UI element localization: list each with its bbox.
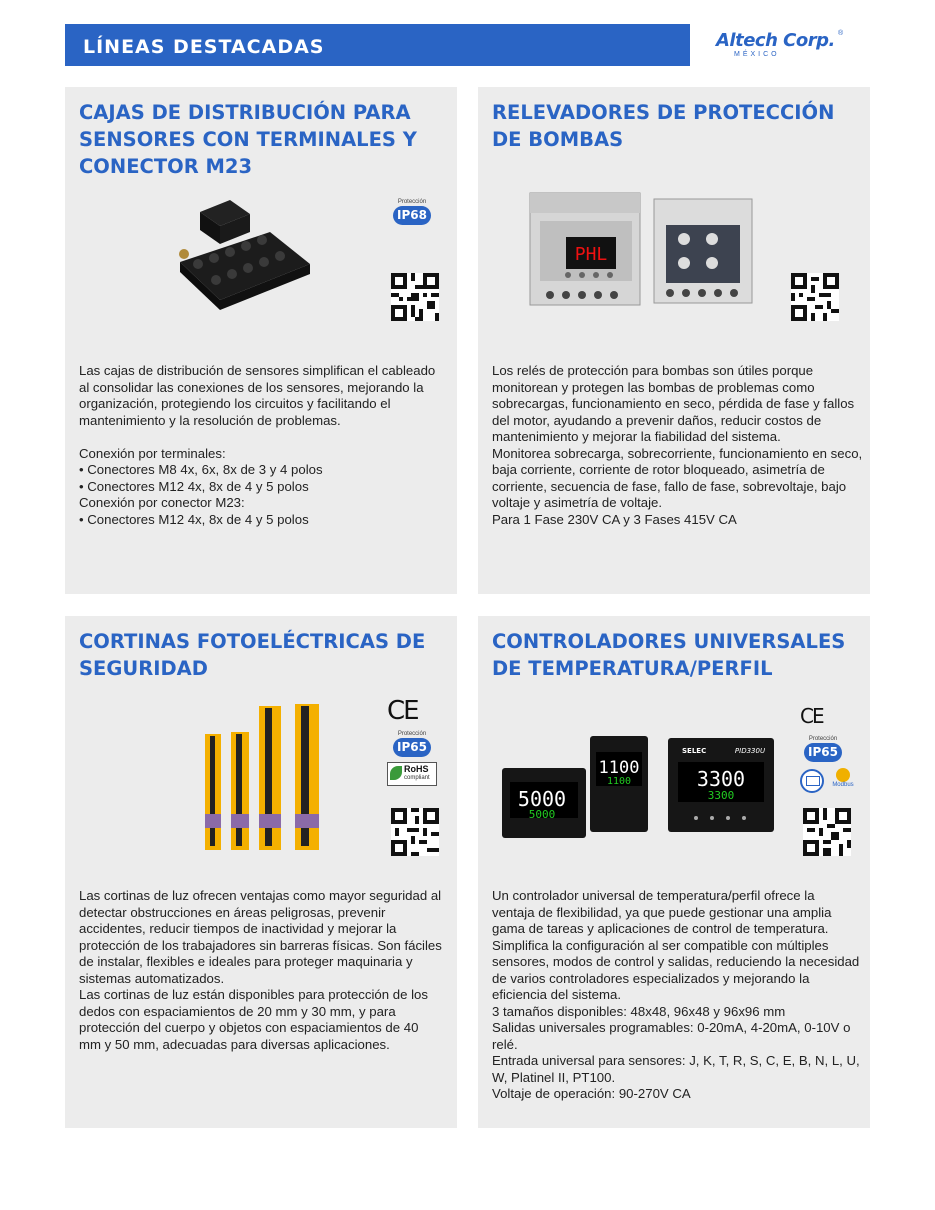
badge-value: IP65 [393,738,431,757]
logo-brand: Altech Corp. [716,30,835,51]
display-small-pv: 5000 [517,787,567,811]
modbus-icon [828,768,858,792]
card-description: Las cajas de distribución de sensores simplifican el cableado al consolidar las conexiones de los sensores, mejorando la organización, protegiendo los circuitos y facilitando el mantenimiento y la resolución de problemas. Conexión por terminales: • Conectores M8 4x, 6x, 8x de 3 y 4 polos • Conectores M12 4x, 8x de 4 y 5 polos Conexión por conector M23: • Conectores M12 4x, 8x de 4 y 5 polos [79,363,436,527]
distribution-box-image [170,192,320,317]
ip65-badge [393,731,431,757]
qr-code-icon [791,273,839,321]
card-temperature-controllers [478,616,870,1128]
logo-registered-mark: ® [838,30,844,37]
ip65-badge [804,736,842,762]
temperature-controller-image [502,728,782,840]
altech-logo [716,30,856,60]
page-title: LÍNEAS DESTACADAS [83,36,325,58]
rohs-leaf-icon [390,766,402,780]
light-curtain-image [201,702,331,858]
display-medium-pv: 1100 [598,758,640,778]
monitor-icon [800,769,824,793]
qr-code-icon [803,808,851,856]
rohs-sublabel: compliant [404,775,430,781]
rohs-badge [387,762,437,786]
badge-label: Protección [397,199,427,205]
qr-code-icon [391,273,439,321]
card-description: Las cortinas de luz ofrecen ventajas como mayor seguridad al detectar obstrucciones en áreas peligrosas, prevenir accidentes, reducir tiempos de inactividad y mejorar la protección de los trabajadores sin barreras físicas. Son fáciles de instalar, flexibles e ideales para proteger maquinaria y sistemas automatizados. Las cortinas de luz están disponibles para protección de los dedos con espaciamientos de 20 mm y 30 mm, y para protección del cuerpo y objetos con espaciamientos de 40 mm y 50 mm, adecuadas para diversas aplicaciones. [79,888,442,1052]
controller-brand: SELEC [682,747,707,755]
card-pump-relays [478,87,870,594]
display-large-pv: 3300 [696,767,746,791]
modbus-label: Modbus [832,782,854,788]
ce-mark-icon: CE [800,704,823,728]
display-large-sv: 3300 [707,789,735,802]
ip68-badge [393,199,431,225]
ce-mark-icon: CE [387,696,418,726]
qr-code-icon [391,808,439,856]
badge-label: Protección [397,731,427,737]
controller-model: PID330U [734,747,766,755]
card-distribution-boxes [65,87,457,594]
card-title: RELEVADORES DE PROTECCIÓN DE BOMBAS [492,101,835,151]
relay-display: PHL [574,244,608,265]
display-medium-sv: 1100 [606,776,632,787]
card-description: Los relés de protección para bombas son útiles porque monitorean y protegen las bombas de problemas como sobrecargas, funcionamiento en seco, pérdida de fase y fallos del motor, ayudando a prevenir daños, reducir costos de mantenimiento y mejorar la fiabilidad del sistema. Monitorea sobrecarga, sobrecorriente, funcionamiento en seco, baja corriente, corriente de rotor bloqueado, asimetría de corriente, secuencia de fase, fallo de fase, sobrevoltaje, bajo voltaje y asimetría de voltaje. Para 1 Fase 230V CA y 3 Fases 415V CA [492,363,863,527]
card-title: CONTROLADORES UNIVERSALES DE TEMPERATURA/PERFIL [492,630,846,680]
card-title: CAJAS DE DISTRIBUCIÓN PARA SENSORES CON TERMINALES Y CONECTOR M23 [79,101,417,178]
badge-value: IP68 [393,206,431,225]
modbus-gear-icon [836,768,850,782]
logo-subtitle: MÉXICO [734,51,780,58]
display-small-sv: 5000 [528,808,556,821]
pump-relay-image [528,189,758,311]
header-bar [65,24,690,66]
badge-label: Protección [808,736,838,742]
badge-value: IP65 [804,743,842,762]
card-light-curtains [65,616,457,1128]
card-description: Un controlador universal de temperatura/perfil ofrece la ventaja de flexibilidad, ya que puede gestionar una amplia gama de tareas y aplicaciones de control de temperatura. Simplifica la configuración al ser compatible con múltiples sensores, modos de control y salidas, reduciendo la necesidad de varios controladores especializados y mejorando la eficiencia del sistema. 3 tamaños disponibles: 48x48, 96x48 y 96x96 mm Salidas universales programables: 0-20mA, 4-20mA, 0-10V o relé. Entrada universal para sensores: J, K, T, R, S, C, E, B, N, L, U, W, Platinel II, PT100. Voltaje de operación: 90-270V CA [492,888,860,1101]
card-title: CORTINAS FOTOELÉCTRICAS DE SEGURIDAD [79,630,426,680]
rohs-label: RoHS [404,764,429,774]
